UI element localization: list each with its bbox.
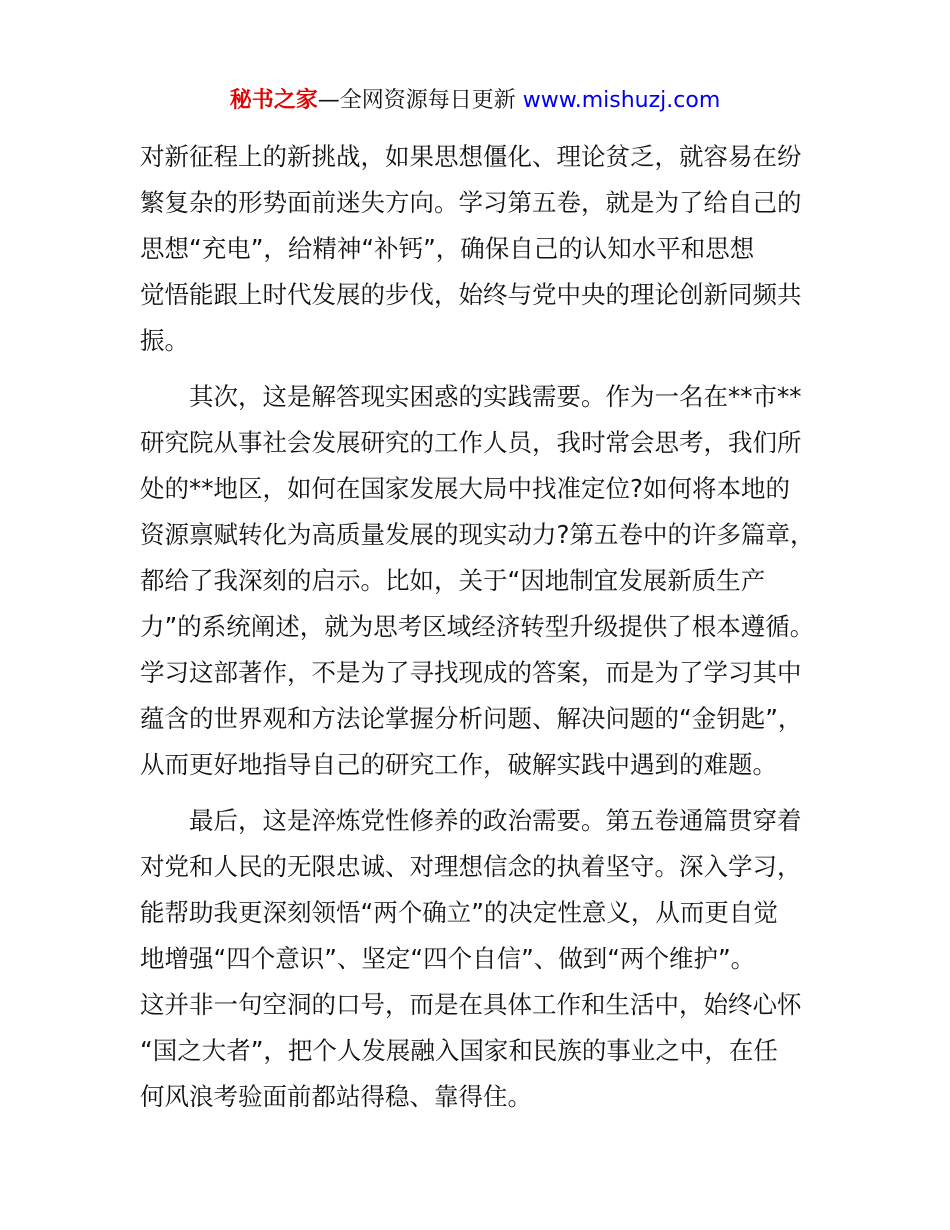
text-line: 觉悟能跟上时代发展的步伐，始终与党中央的理论创新同频共 xyxy=(140,280,802,309)
text-line: 这并非一句空洞的口号，而是在具体工作和生活中，始终心怀 xyxy=(140,990,802,1019)
text-line: 对党和人民的无限忠诚、对理想信念的执着坚守。深入学习， xyxy=(140,852,802,881)
text-line: 研究院从事社会发展研究的工作人员，我时常会思考，我们所 xyxy=(140,428,802,457)
text-line: 何风浪考验面前都站得稳、靠得住。 xyxy=(140,1082,532,1111)
paragraph-gap xyxy=(140,364,818,374)
text-line: 能帮助我更深刻领悟“两个确立”的决定性意义，从而更自觉 xyxy=(140,898,778,927)
paragraph-3 xyxy=(140,798,818,1120)
text-line: 最后，这是淬炼党性修养的政治需要。第五卷通篇贯穿着 xyxy=(140,806,802,835)
paragraph-1 xyxy=(140,134,818,364)
text-line: 其次，这是解答现实困惑的实践需要。作为一名在**市** xyxy=(140,382,802,411)
text-line: 振。 xyxy=(140,326,189,355)
text-line: 蕴含的世界观和方法论掌握分析问题、解决问题的“金钥匙”， xyxy=(140,704,803,733)
text-line: 思想“充电”，给精神“补钙”，确保自己的认知水平和思想 xyxy=(140,234,755,263)
text-line: 资源禀赋转化为高质量发展的现实动力?第五卷中的许多篇章， xyxy=(140,520,815,549)
text-line: 力”的系统阐述，就为思考区域经济转型升级提供了根本遵循。 xyxy=(140,612,815,641)
text-line: 都给了我深刻的启示。比如，关于“因地制宜发展新质生产 xyxy=(140,566,766,595)
paragraph-2 xyxy=(140,374,818,788)
text-line: 从而更好地指导自己的研究工作，破解实践中遇到的难题。 xyxy=(140,750,777,779)
text-line: 地增强“四个意识”、坚定“四个自信”、做到“两个维护”。 xyxy=(140,944,756,973)
text-line: 处的**地区，如何在国家发展大局中找准定位?如何将本地的 xyxy=(140,474,791,503)
site-tagline: —全网资源每日更新 xyxy=(317,88,523,113)
site-header xyxy=(0,86,950,116)
site-url-link[interactable]: www.mishuzj.com xyxy=(522,88,721,113)
text-line: 对新征程上的新挑战，如果思想僵化、理论贫乏，就容易在纷 xyxy=(140,142,802,171)
document-body xyxy=(140,134,818,1120)
text-line: “国之大者”，把个人发展融入国家和民族的事业之中，在任 xyxy=(140,1036,778,1065)
paragraph-gap xyxy=(140,788,818,798)
text-line: 学习这部著作，不是为了寻找现成的答案，而是为了学习其中 xyxy=(140,658,802,687)
site-brand: 秘书之家 xyxy=(229,88,318,113)
text-line: 繁复杂的形势面前迷失方向。学习第五卷，就是为了给自己的 xyxy=(140,188,802,217)
